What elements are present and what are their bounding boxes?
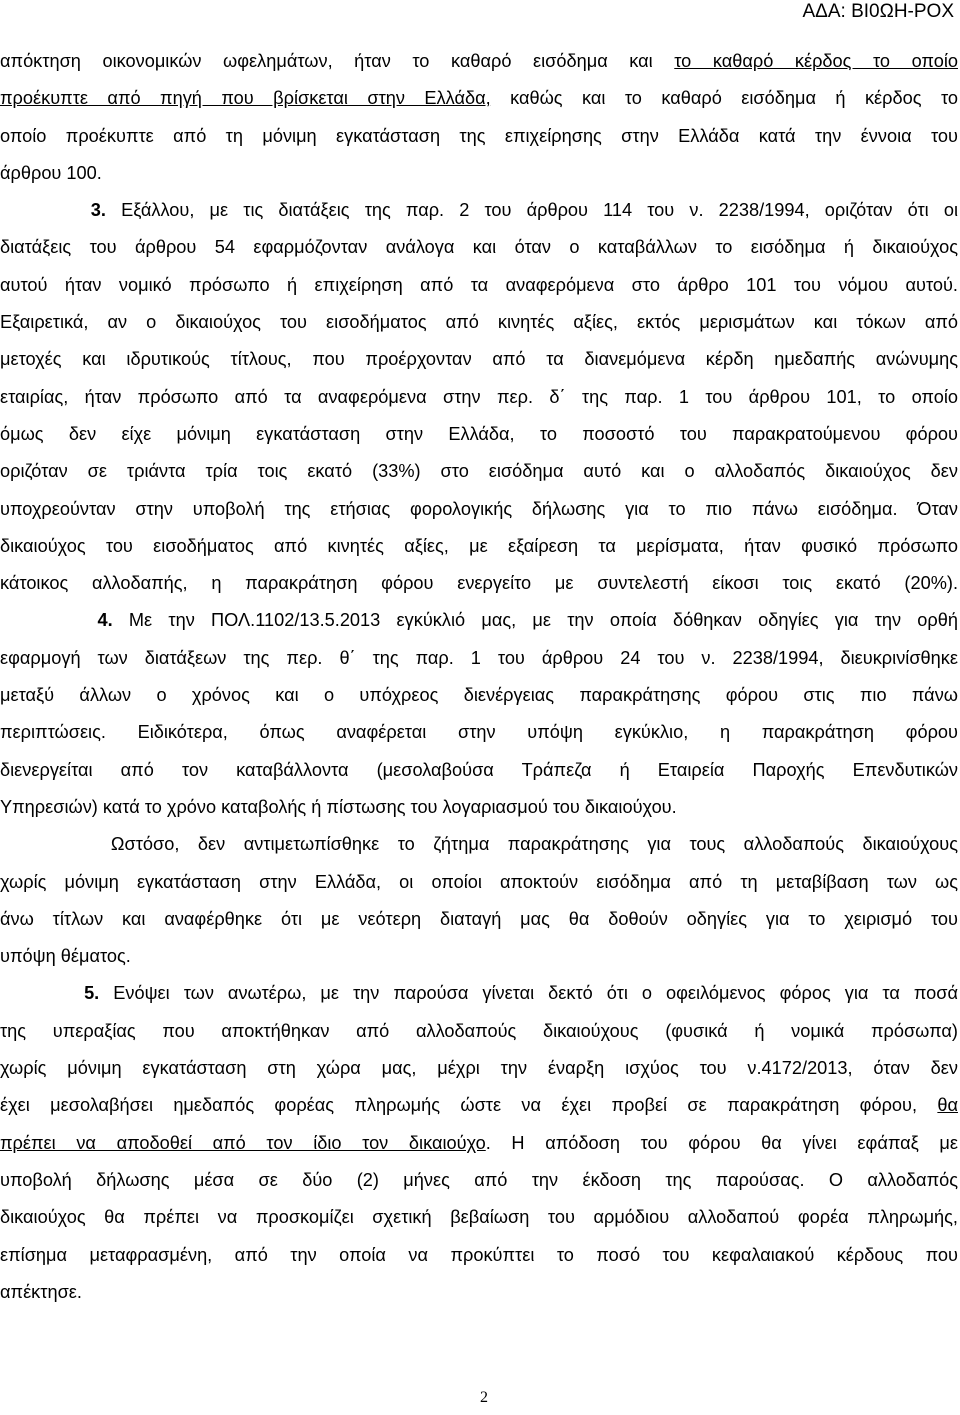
text-segment: Ωστόσο, δεν αντιμετωπίσθηκε το ζήτημα παρακράτησης για τους αλλοδαπούς δικαιούχους [0,834,958,855]
text-line [0,1128,958,1165]
text-line [0,307,958,344]
text-segment: δικαιούχος του εισοδήματος από κινητές αξίες, με εξαίρεση τα μερίσματα, ήταν φυσικό πρόσωπο [0,535,958,556]
text-line [0,829,958,866]
text-line [0,941,958,978]
text-line [0,904,958,941]
text-line [0,494,958,531]
text-segment: όμως δεν είχε μόνιμη εγκατάσταση στην Ελλάδα, το ποσοστό του παρακρατούμενου φόρου [0,423,958,444]
text-segment: απέκτησε. [0,1281,82,1302]
text-segment: διενεργείται από τον καταβάλλοντα (μεσολαβούσα Τράπεζα ή Εταιρεία Παροχής Επενδυτικών [0,759,958,780]
text-segment: πρέπει να αποδοθεί από τον ίδιο τον δικαιούχο [0,1132,486,1153]
text-segment: άνω τίτλων και αναφέρθηκε ότι με νεότερη διαταγή μας θα δοθούν οδηγίες για το χειρισμό του [0,908,958,929]
text-segment: υπόψη θέματος. [0,946,131,967]
text-segment: δικαιούχος θα πρέπει να προσκομίζει σχετική βεβαίωση του αρμόδιου αλλοδαπού φορέα πληρωμής, [0,1207,958,1228]
text-segment: διατάξεις του άρθρου 54 εφαρμόζονταν ανάλογα και όταν ο καταβάλλων το εισόδημα ή δικαιούχος [0,237,958,258]
text-segment: το καθαρό κέρδος το οποίο [674,51,958,71]
text-line [0,1090,958,1127]
text-line [0,531,958,568]
text-line [0,978,958,1015]
text-segment: της υπεραξίας που αποκτήθηκαν από αλλοδαπούς δικαιούχους (φυσικά ή νομικά πρόσωπα) [0,1020,958,1041]
text-segment: χωρίς μόνιμη εγκατάσταση στην Ελλάδα, οι οποίοι αποκτούν εισόδημα από τη μεταβίβαση των ως [0,871,958,892]
text-segment: Εξαιρετικά, αν ο δικαιούχος του εισοδήματος από κινητές αξίες, εκτός μερισμάτων και τόκων από [0,312,958,333]
text-segment: υποχρεούνταν στην υποβολή της ετήσιας φορολογικής δήλωσης για το πιο πάνω εισόδημα. Όταν [0,498,958,519]
text-line [0,1202,958,1239]
text-line [0,755,958,792]
text-line [0,382,958,419]
text-segment: . Η απόδοση του φόρου θα γίνει εφάπαξ με [485,1132,958,1153]
text-segment: Εξάλλου, με τις διατάξεις της παρ. 2 του άρθρου 114 του ν. 2238/1994, οριζόταν ότι οι [105,200,958,221]
text-segment: κάτοικος αλλοδαπής, η παρακράτηση φόρου ενεργείτο με συντελεστή είκοσι τοις εκατό (20%). [0,573,958,594]
text-segment: Ενόψει των ανωτέρω, με την παρούσα γίνεται δεκτό ότι ο οφειλόμενος φόρος για τα ποσά [99,983,958,1004]
text-line [0,1240,958,1277]
text-segment: απόκτηση οικονομικών ωφελημάτων, ήταν το καθαρό εισόδημα και [0,51,675,71]
text-line [0,158,958,195]
text-segment: οριζόταν σε τριάντα τρία τοις εκατό (33%) στο εισόδημα αυτό και ο αλλοδαπός δικαιούχος δεν [0,461,958,482]
text-line [0,83,958,120]
text-segment: περιπτώσεις. Ειδικότερα, όπως αναφέρεται στην υπόψη εγκύκλιο, η παρακράτηση φόρου [0,722,958,743]
text-segment: Με την ΠΟΛ.1102/13.5.2013 εγκύκλιό μας, με την οποία δόθηκαν οδηγίες για την ορθή [112,610,958,631]
text-segment: έχει μεσολαβήσει ημεδαπός φορέας πληρωμής ώστε να έχει προβεί σε παρακράτηση φόρου, [0,1095,938,1116]
text-segment: Υπηρεσιών) κατά το χρόνο καταβολής ή πίστωσης του λογαριασμού του δικαιούχου. [0,796,677,817]
text-segment [0,200,91,220]
text-line [0,419,958,456]
document-code: ΑΔΑ: ΒΙ0ΩΗ-ΡΟΧ [802,1,954,22]
text-segment: μετοχές και ιδρυτικούς τίτλους, που προέρχονταν από τα διανεμόμενα κέρδη ημεδαπής ανώνυμης [0,349,958,370]
text-line [0,1277,958,1314]
document-body [0,46,958,1314]
text-segment: επίσημα μεταφρασμένη, από την οποία να προκύπτει το ποσό του κεφαλαιακού κέρδους που [0,1244,958,1265]
text-line [0,717,958,754]
text-line [0,195,958,232]
text-line [0,568,958,605]
text-segment [0,983,84,1003]
text-line [0,456,958,493]
text-segment: προέκυπτε από πηγή που βρίσκεται στην Ελλάδα, [0,88,491,109]
text-segment: άρθρου 100. [0,162,102,183]
text-line [0,46,958,83]
text-segment: μεταξύ άλλων ο χρόνος και ο υπόχρεος διενέργειας παρακράτησης φόρου στις πιο πάνω [0,685,958,706]
text-line [0,1165,958,1202]
text-line [0,1053,958,1090]
section-number: 4. [97,610,113,631]
text-segment: καθώς και το καθαρό εισόδημα ή κέρδος το [490,88,958,109]
text-segment [0,610,97,630]
text-segment: αυτού ήταν νομικό πρόσωπο ή επιχείρηση από τα αναφερόμενα στο άρθρο 101 του νόμου αυτού. [0,274,958,295]
text-line [0,1016,958,1053]
text-line [0,605,958,642]
text-line [0,232,958,269]
section-number: 3. [90,200,106,221]
text-segment: οποίο προέκυπτε από τη μόνιμη εγκατάσταση της επιχείρησης στην Ελλάδα κατά την έννοια του [0,125,958,146]
text-line [0,867,958,904]
page-number: 2 [480,1389,488,1406]
text-segment: θα [937,1095,958,1116]
text-segment: χωρίς μόνιμη εγκατάσταση στη χώρα μας, μέχρι την έναρξη ισχύος του ν.4172/2013, όταν δεν [0,1058,958,1079]
text-segment: εφαρμογή των διατάξεων της περ. θ΄ της παρ. 1 του άρθρου 24 του ν. 2238/1994, διευκρινίσθηκε [0,647,958,668]
text-line [0,643,958,680]
section-number: 5. [84,983,100,1004]
text-line [0,270,958,307]
text-line [0,121,958,158]
text-line [0,344,958,381]
text-line [0,792,958,829]
text-segment: υποβολή δήλωσης μέσα σε δύο (2) μήνες από την έκδοση της παρούσας. Ο αλλοδαπός [0,1169,958,1190]
text-line [0,680,958,717]
text-segment: εταιρίας, ήταν πρόσωπο από τα αναφερόμενα στην περ. δ΄ της παρ. 1 του άρθρου 101, το οποίο [0,386,958,407]
